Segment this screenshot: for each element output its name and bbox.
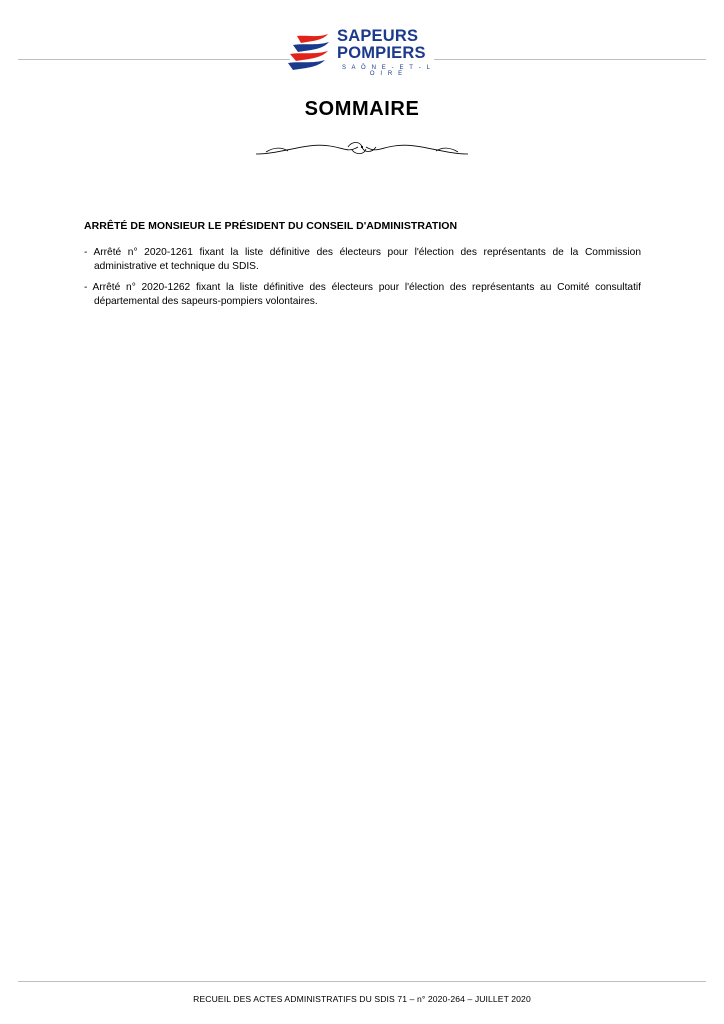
header-rule-left <box>18 59 290 60</box>
logo-line-sapeurs: SAPEURS <box>337 26 419 45</box>
header-rule-right <box>434 59 706 60</box>
footer-rule <box>18 981 706 982</box>
logo-wordmark <box>337 28 437 77</box>
summary-content <box>84 220 641 310</box>
sdis-logo <box>287 24 437 80</box>
section-heading: ARRÊTÉ DE MONSIEUR LE PRÉSIDENT DU CONSEIL D'ADMINISTRATION <box>84 220 458 232</box>
list-item: - Arrêté n° 2020-1262 fixant la liste définitive des électeurs pour l'élection des représentants au Comité consultatif départemental des sapeurs-pompiers volontaires. <box>84 281 641 308</box>
footer-text: RECUEIL DES ACTES ADMINISTRATIFS DU SDIS 71 – n° 2020-264 – JUILLET 2020 <box>193 994 531 1004</box>
logo-line-department: S A Ô N E - E T - L O I R E <box>341 64 433 77</box>
ornament-divider-icon <box>252 132 472 162</box>
logo-line-pompiers: POMPIERS <box>337 44 426 62</box>
flame-logo-icon <box>287 32 333 72</box>
page-title: SOMMAIRE <box>304 98 420 120</box>
document-header <box>0 18 724 78</box>
list-item: - Arrêté n° 2020-1261 fixant la liste définitive des électeurs pour l'élection des représentants de la Commission administrative et technique du SDIS. <box>84 247 641 273</box>
